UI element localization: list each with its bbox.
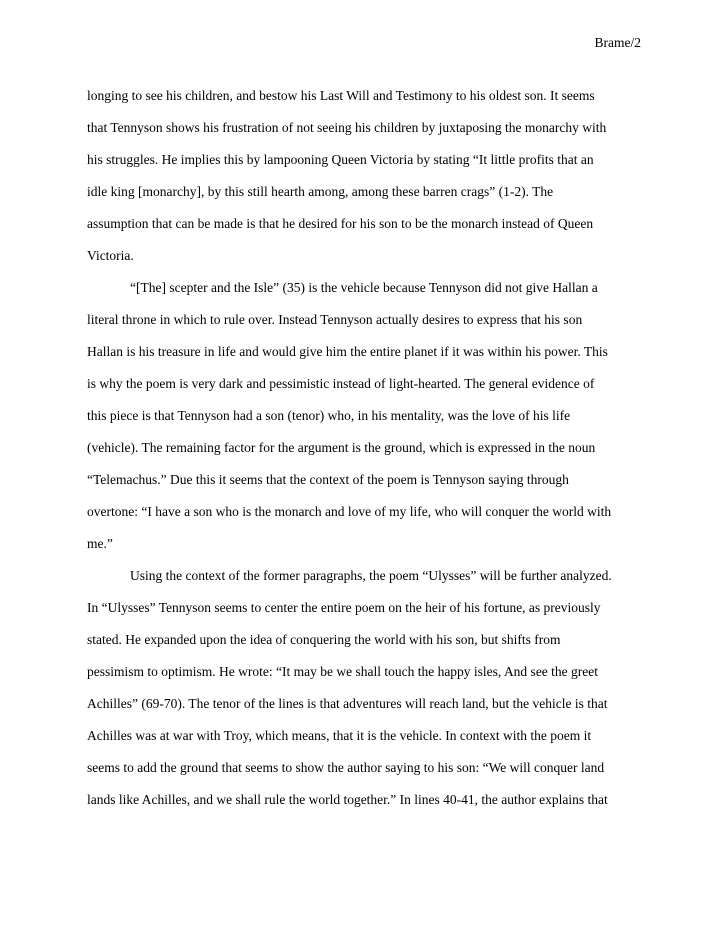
text-line: this piece is that Tennyson had a son (tenor) who, in his mentality, was the love of his life: [87, 408, 571, 423]
running-head: Brame/2: [594, 35, 641, 50]
text-line: longing to see his children, and bestow his Last Will and Testimony to his oldest son. It seems: [87, 88, 595, 103]
text-line: Victoria.: [87, 248, 134, 263]
text-line: “Telemachus.” Due this it seems that the context of the poem is Tennyson saying through: [87, 472, 569, 487]
text-line: lands like Achilles, and we shall rule the world together.” In lines 40-41, the author explains that: [87, 792, 608, 807]
text-line: that Tennyson shows his frustration of not seeing his children by juxtaposing the monarchy with: [87, 120, 607, 135]
paragraph-first-line: Using the context of the former paragraphs, the poem “Ulysses” will be further analyzed.: [130, 568, 612, 583]
text-line: idle king [monarchy], by this still hearth among, among these barren crags” (1-2). The: [87, 184, 554, 199]
paragraph-first-line: “[The] scepter and the Isle” (35) is the vehicle because Tennyson did not give Hallan a: [130, 280, 598, 295]
text-line: his struggles. He implies this by lampooning Queen Victoria by stating “It little profits that an: [87, 152, 594, 167]
text-line: is why the poem is very dark and pessimistic instead of light-hearted. The general evidence of: [87, 376, 595, 391]
text-line: assumption that can be made is that he desired for his son to be the monarch instead of Queen: [87, 216, 594, 231]
text-line: Achilles” (69-70). The tenor of the lines is that adventures will reach land, but the vehicle is that: [87, 696, 608, 711]
text-line: In “Ulysses” Tennyson seems to center the entire poem on the heir of his fortune, as previously: [87, 600, 601, 615]
text-line: seems to add the ground that seems to show the author saying to his son: “We will conquer land: [87, 760, 605, 775]
text-line: literal throne in which to rule over. Instead Tennyson actually desires to express that his son: [87, 312, 583, 327]
text-line: Achilles was at war with Troy, which means, that it is the vehicle. In context with the poem it: [87, 728, 592, 743]
text-line: pessimism to optimism. He wrote: “It may be we shall touch the happy isles, And see the greet: [87, 664, 599, 679]
text-line: me.”: [87, 536, 113, 551]
text-line: (vehicle). The remaining factor for the argument is the ground, which is expressed in the noun: [87, 440, 596, 455]
text-line: stated. He expanded upon the idea of conquering the world with his son, but shifts from: [87, 632, 561, 647]
text-line: Hallan is his treasure in life and would give him the entire planet if it was within his power. This: [87, 344, 608, 359]
text-line: overtone: “I have a son who is the monarch and love of my life, who will conquer the world with: [87, 504, 612, 519]
